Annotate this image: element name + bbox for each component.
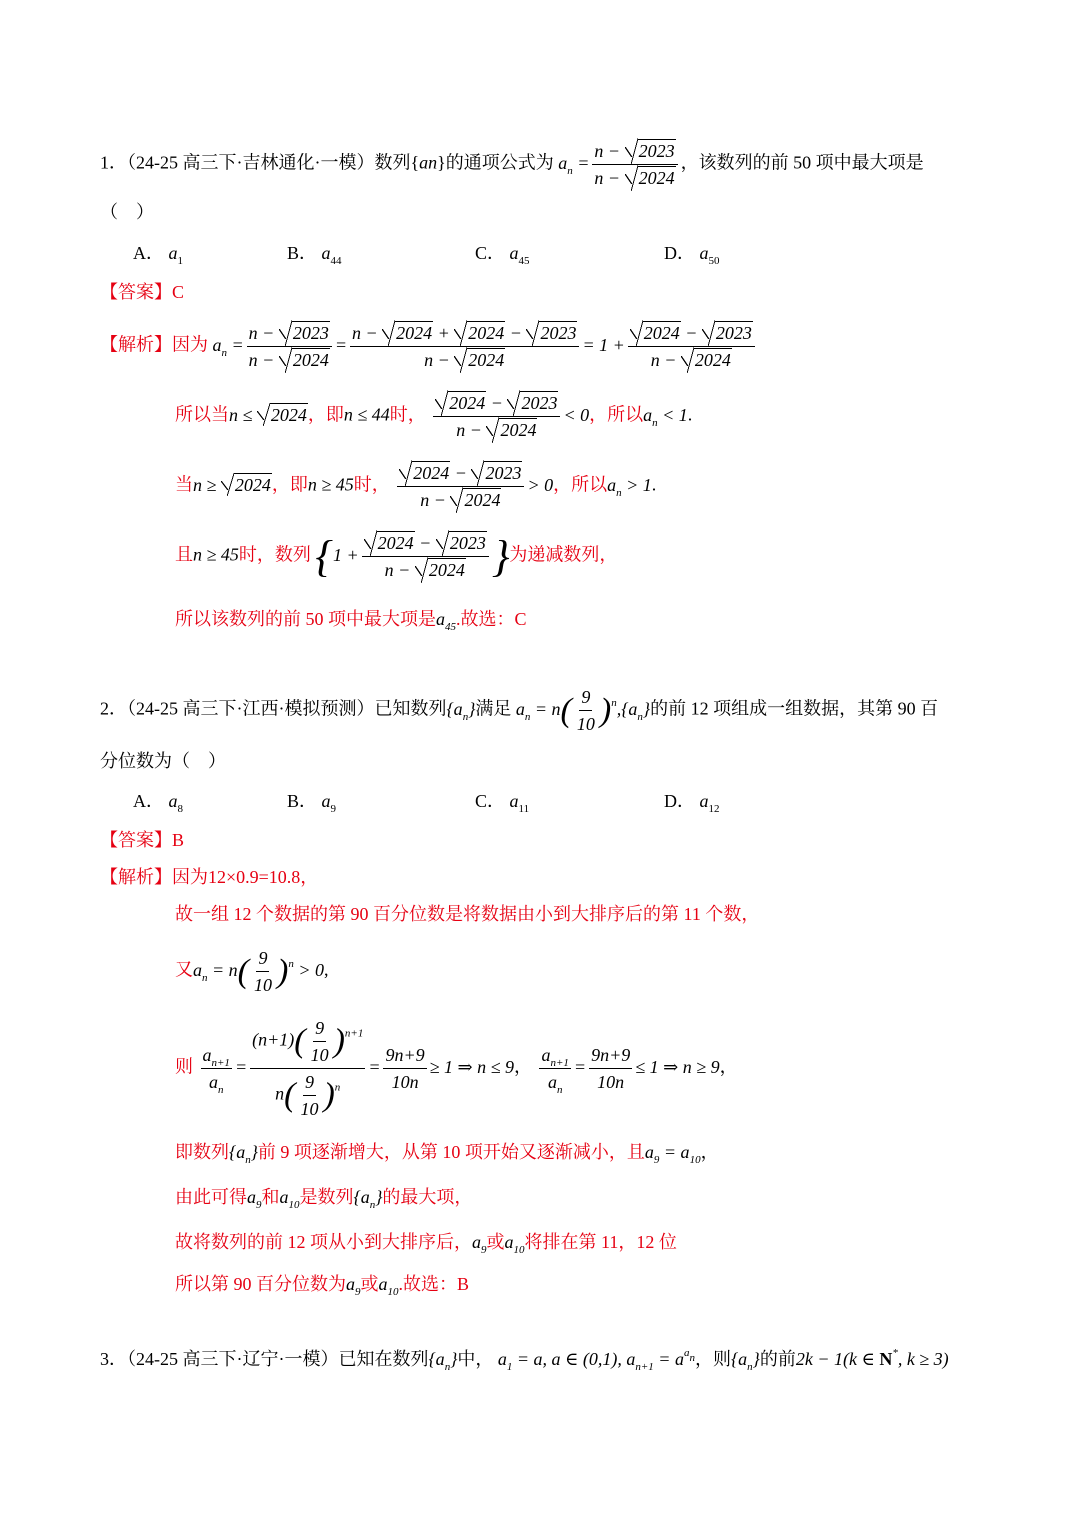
q2-stem-line: 2．（24-25 高三下·江西·模拟预测）已知数列$\{a_n\}$满足 $a_n = n$( $\frac{9}{10}$ )$^n,\{a_n\}$的前 12 项组成一组数据，其第 90 百	[100, 684, 938, 737]
q2-analysis-8: 所以第 90 百分位数为$a_9$或$a_{10}$.故选：B	[175, 1274, 470, 1298]
q2-analysis-2: 故一组 12 个数据的第 90 百分位数是将数据由小到大排序后的第 11 个数，	[175, 904, 760, 924]
q3-stem-line: 3．（24-25 高三下·辽宁·一模）已知在数列$\{a_n\}$中， $a_1 = a$, a ∈ (0,1), $a_{n+1} = a^{a_n}$，则$\{a_n\}$的前2k − 1(k ∈ N*, k ≥ 3)	[100, 1347, 949, 1373]
q2-analysis-3: 又$a_n = n$( $\frac{9}{10}$ )$^n$ > 0,	[175, 945, 328, 998]
q1-option-c[interactable]: C． $a_{45}$	[475, 243, 530, 267]
q2-stem-line-2: 分位数为（ ）	[100, 751, 226, 771]
q1-number: 1．	[100, 152, 127, 173]
q1-analysis-5: 所以该数列的前 50 项中最大项是$a_{45}$.故选：C	[175, 609, 527, 633]
q2-analysis-4: 则 $\frac{a_{n+1}}{a_n}$ = (n+1)( $\frac{9}{10}$ )$^{n+1}$ n( $\frac{9}{10}$ )$^n$ = $\frac{9n+9}{10n}$ ≥ 1 ⇒ n ≤ 9， $\frac{a_{n+1}}{a_n}$ = $\frac{9n+9}{10n}$ ≤ 1 ⇒ n ≥ 9，	[175, 1015, 738, 1122]
q2-analysis-7: 故将数列的前 12 项从小到大排序后，$a_9$或$a_{10}$将排在第 11，12 位	[175, 1232, 677, 1256]
q2-number: 2．	[100, 698, 127, 719]
q1-stem-line: 1．（24-25 高三下·吉林通化·一模）数列{an}的通项公式为 $a_n$ = $\frac{n - 2023}{n - 2024}$ ，该数列的前 50 项中最大项是	[100, 138, 924, 191]
q2-option-d[interactable]: D． $a_{12}$	[664, 791, 720, 815]
q3-source: （24-25 高三下·辽宁·一模）	[127, 1349, 339, 1369]
q1-analysis-2: 所以当n ≤ 2024，即n ≤ 44时， $\frac{2024 - 2023}{n - 2024}$ < 0，所以$a_n < 1$.	[175, 390, 692, 443]
q1-source: （24-25 高三下·吉林通化·一模）	[127, 152, 375, 173]
q2-option-b[interactable]: B． $a_9$	[287, 791, 337, 815]
q1-option-d[interactable]: D． $a_{50}$	[664, 243, 720, 267]
q2-option-c[interactable]: C． $a_{11}$	[475, 791, 530, 815]
q2-analysis-6: 由此可得$a_9$和$a_{10}$是数列$\{a_n\}$的最大项，	[175, 1187, 473, 1211]
q1-option-a[interactable]: A． $a_1$	[133, 243, 183, 267]
q1-analysis-1: 【解析】因为 $a_n$ = $\frac{n - 2023}{n - 2024}$ = $\frac{n - 2024 + 2024 - 2023}{n - 2024}$ = 1 + $\frac{2024 - 2023}{n - 2024}$	[100, 320, 758, 373]
q2-source: （24-25 高三下·江西·模拟预测）	[127, 698, 375, 719]
q2-analysis-1: 【解析】因为12×0.9=10.8，	[100, 867, 319, 887]
q2-answer: 【答案】B	[100, 830, 185, 850]
q3-number: 3．	[100, 1349, 127, 1369]
q1-answer: 【答案】C	[100, 282, 185, 302]
q1-paren: （ ）	[100, 202, 154, 222]
q1-option-b[interactable]: B． $a_{44}$	[287, 243, 342, 267]
q2-option-a[interactable]: A． $a_8$	[133, 791, 183, 815]
q1-analysis-3: 当n ≥ 2024，即n ≥ 45时， $\frac{2024 - 2023}{n - 2024}$ > 0，所以$a_n > 1$.	[175, 460, 656, 513]
q1-formula: $a_n$ = $\frac{n - 2023}{n - 2024}$	[558, 153, 680, 173]
q1-analysis-4: 且n ≥ 45时，数列 {1 + $\frac{2024 - 2023}{n - 2024}$ }为递减数列，	[175, 530, 617, 583]
q2-analysis-5: 即数列$\{a_n\}$前 9 项逐渐增大，从第 10 项开始又逐渐减小，且$a_9 = a_{10}$，	[175, 1142, 719, 1166]
